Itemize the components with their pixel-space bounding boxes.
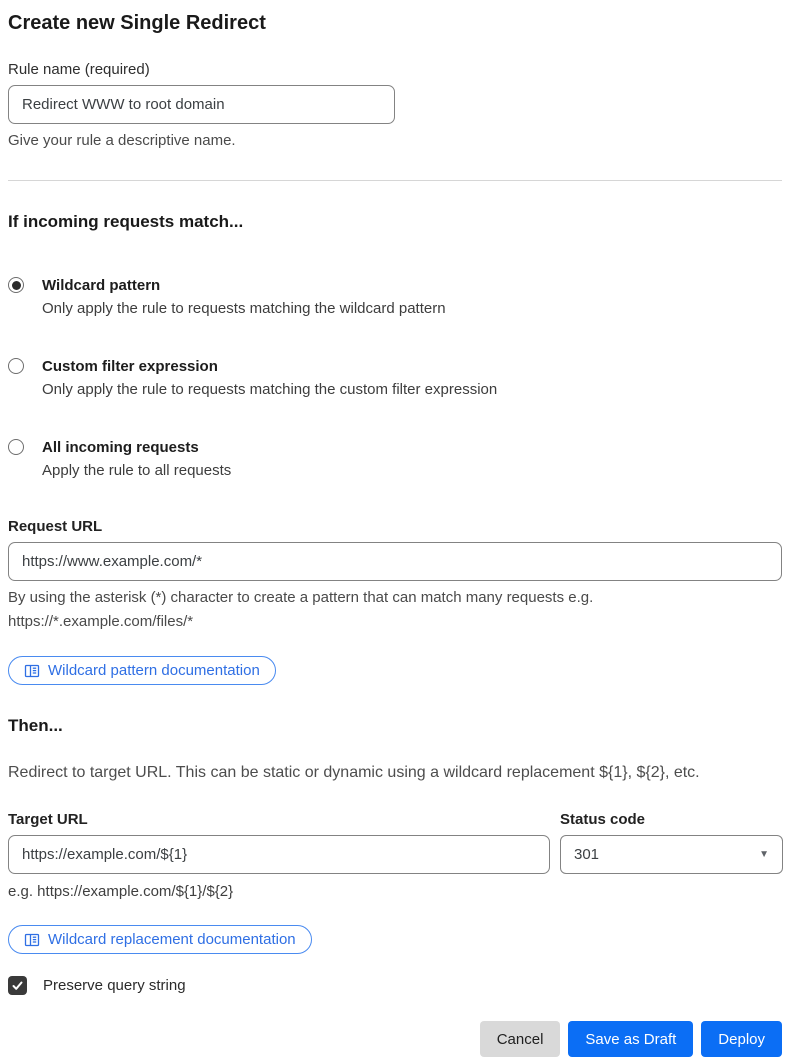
radio-wildcard-pattern[interactable] <box>8 277 24 293</box>
radio-custom-filter[interactable] <box>8 358 24 374</box>
radio-option-custom-filter[interactable] <box>8 355 782 402</box>
book-icon <box>24 663 40 679</box>
radio-label-wildcard-pattern[interactable]: Wildcard pattern <box>42 277 161 294</box>
caret-down-icon: ▼ <box>759 848 769 860</box>
rule-name-help: Give your rule a descriptive name. <box>8 132 236 149</box>
target-url-help: e.g. https://example.com/${1}/${2} <box>8 883 234 900</box>
target-url-input[interactable] <box>8 835 550 874</box>
request-url-help-line1: By using the asterisk (*) character to create a pattern that can match many requests e.g. <box>8 589 594 606</box>
radio-label-custom-filter[interactable]: Custom filter expression <box>42 358 218 375</box>
match-section-heading: If incoming requests match... <box>8 212 244 231</box>
check-icon <box>11 979 24 992</box>
status-code-field <box>560 810 783 903</box>
radio-all-requests[interactable] <box>8 439 24 455</box>
book-icon <box>24 932 40 948</box>
preserve-query-string-row[interactable] <box>8 976 782 995</box>
status-code-label: Status code <box>560 811 646 828</box>
radio-option-all-requests[interactable] <box>8 436 782 483</box>
wildcard-replacement-doc-label: Wildcard replacement documentation <box>48 931 296 948</box>
wildcard-replacement-doc-button[interactable] <box>8 925 312 954</box>
then-description: Redirect to target URL. This can be static or dynamic using a wildcard replacement ${1}, ${2}, etc. <box>8 764 700 781</box>
footer-actions <box>8 1021 782 1057</box>
radio-desc-all-requests: Apply the rule to all requests <box>42 462 232 479</box>
radio-texts <box>42 436 231 483</box>
preserve-query-string-label[interactable]: Preserve query string <box>43 977 186 994</box>
preserve-query-string-checkbox[interactable] <box>8 976 27 995</box>
target-url-label: Target URL <box>8 811 88 828</box>
radio-texts <box>42 274 446 321</box>
radio-desc-custom-filter: Only apply the rule to requests matching the custom filter expression <box>42 381 498 398</box>
radio-texts <box>42 355 497 402</box>
request-url-help-line2: https://*.example.com/files/* <box>8 613 194 630</box>
radio-option-wildcard-pattern[interactable] <box>8 274 782 321</box>
then-section-heading: Then... <box>8 716 63 735</box>
save-as-draft-button[interactable]: Save as Draft <box>568 1021 693 1057</box>
rule-name-label: Rule name (required) <box>8 61 150 78</box>
request-url-input[interactable] <box>8 542 782 581</box>
radio-desc-wildcard-pattern: Only apply the rule to requests matching the wildcard pattern <box>42 300 446 317</box>
target-row <box>8 810 782 903</box>
cancel-button[interactable]: Cancel <box>480 1021 561 1057</box>
target-url-field <box>8 810 550 903</box>
status-code-select[interactable] <box>560 835 783 874</box>
wildcard-pattern-doc-button[interactable] <box>8 656 276 685</box>
deploy-button[interactable]: Deploy <box>701 1021 782 1057</box>
request-url-help <box>8 586 782 634</box>
section-divider <box>8 180 782 181</box>
status-code-value: 301 <box>574 846 600 863</box>
match-type-radio-group <box>8 274 782 483</box>
rule-name-input[interactable] <box>8 85 395 124</box>
request-url-label: Request URL <box>8 518 103 535</box>
wildcard-pattern-doc-label: Wildcard pattern documentation <box>48 662 260 679</box>
page-title: Create new Single Redirect <box>8 12 266 34</box>
radio-label-all-requests[interactable]: All incoming requests <box>42 439 199 456</box>
